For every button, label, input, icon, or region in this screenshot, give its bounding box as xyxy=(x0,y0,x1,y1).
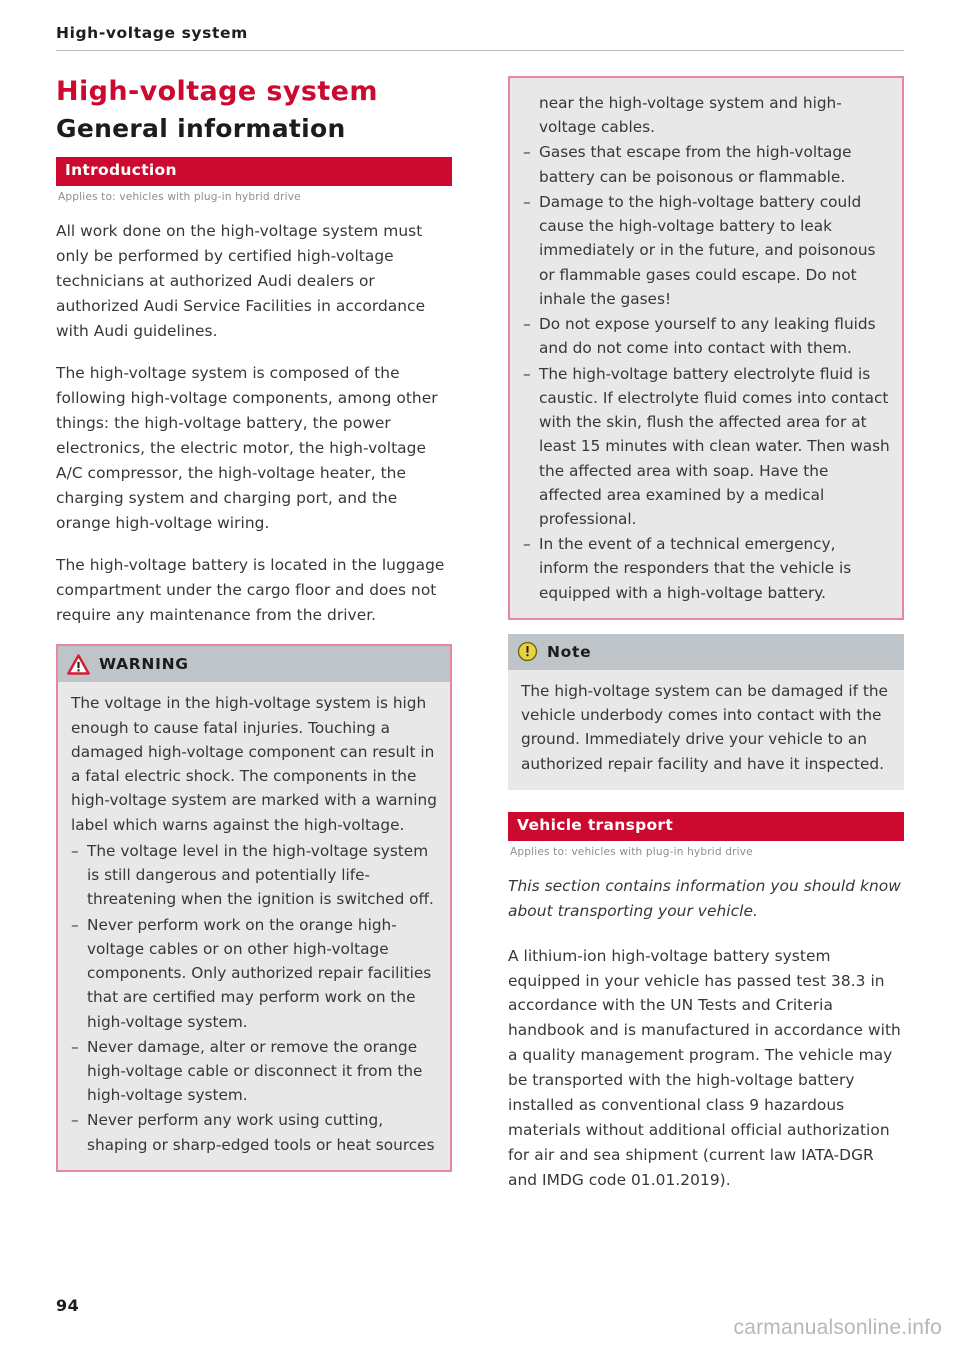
warning-continuation-list xyxy=(523,91,890,605)
section-intro-italic: This section contains information you should know about transporting your vehicle. xyxy=(508,876,901,920)
warning-intro-text: The voltage in the high-voltage system is high enough to cause fatal injuries. Touching a damaged high-voltage component can result in a fatal electric shock. The components in the high-voltage system are marked with a warning label which warns against the high-voltage. xyxy=(71,694,437,834)
paragraph: All work done on the high-voltage system must only be performed by certified high-voltage technicians at authorized Audi dealers or authorized Audi Service Facilities in accordance with Audi guidelines. xyxy=(56,222,426,340)
warning-box-label: WARNING xyxy=(99,655,189,674)
note-box-body xyxy=(508,670,904,790)
note-box xyxy=(508,634,904,790)
warning-continuation-item: – Gases that escape from the high-voltage battery can be poisonous or flammable. xyxy=(523,140,890,188)
applies-to-introduction: Applies to: vehicles with plug-in hybrid drive xyxy=(58,191,301,204)
warning-continuation-item: – Damage to the high-voltage battery could cause the high-voltage battery to leak immediately or in the future, and poisonous or flammable gases could escape. Do not inhale the gases! xyxy=(523,190,890,311)
paragraph: The high-voltage battery is located in the luggage compartment under the cargo floor and does not require any maintenance from the driver. xyxy=(56,555,445,624)
left-column xyxy=(56,66,452,1172)
warning-box-continuation xyxy=(508,76,904,620)
warning-box xyxy=(56,644,452,1171)
note-box-header xyxy=(508,634,904,670)
right-column xyxy=(508,66,904,1193)
section-title: General information xyxy=(56,113,346,143)
subhead-vehicle-transport: Vehicle transport xyxy=(508,812,904,841)
warning-triangle-icon xyxy=(67,654,90,675)
paragraph: A lithium-ion high-voltage battery system equipped in your vehicle has passed test 38.3 in accordance with the UN Tests and Criteria handbook and is manufactured in accordance with a quality management program. The vehicle may be transported with the high-voltage battery installed as conventional class 9 hazardous materials without additional official authorization for air and sea shipment (current law IATA-DGR and IMDG code 01.01.2019). xyxy=(508,946,901,1190)
warning-bullet-list xyxy=(71,839,438,1157)
watermark: carmanualsonline.info xyxy=(733,1316,942,1339)
note-box-label: Note xyxy=(547,642,592,661)
warning-bullet-item: – Never damage, alter or remove the orange high-voltage cable or disconnect it from the high-voltage system. xyxy=(71,1035,438,1108)
warning-bullet-item: – Never perform any work using cutting, shaping or sharp-edged tools or heat sources xyxy=(71,1108,438,1156)
warning-continuation-item: – In the event of a technical emergency, inform the responders that the vehicle is equipped with a high-voltage battery. xyxy=(523,532,890,605)
running-header-title: High-voltage system xyxy=(56,24,248,42)
warning-bullet-item: – The voltage level in the high-voltage system is still dangerous and potentially life-threatening when the ignition is switched off. xyxy=(71,839,438,912)
warning-continuation-item: – Do not expose yourself to any leaking fluids and do not come into contact with them. xyxy=(523,312,890,360)
note-text: The high-voltage system can be damaged if the vehicle underbody comes into contact with the ground. Immediately drive your vehicle to an authorized repair facility and have it inspected. xyxy=(521,681,888,773)
warning-box-header xyxy=(58,646,450,682)
warning-continuation-body xyxy=(510,78,902,618)
running-header xyxy=(56,24,904,51)
applies-to-vehicle-transport: Applies to: vehicles with plug-in hybrid drive xyxy=(510,845,753,858)
chapter-title: High-voltage system xyxy=(56,76,378,107)
warning-continuation-item: – The high-voltage battery electrolyte fluid is caustic. If electrolyte fluid comes into contact with the skin, flush the affected area for at least 15 minutes with clean water. Then wash the affected area with soap. Have the affected area examined by a medical professional. xyxy=(523,362,890,532)
note-exclamation-icon xyxy=(517,641,538,662)
subhead-introduction: Introduction xyxy=(56,157,452,186)
warning-continuation-leadin: near the high-voltage system and high-voltage cables. xyxy=(539,94,842,137)
warning-bullet-item: – Never perform work on the orange high-voltage cables or on other high-voltage components. Only authorized repair facilities that are certified may perform work on the high-voltage system. xyxy=(71,913,438,1034)
page-number: 94 xyxy=(56,1296,80,1315)
warning-box-body xyxy=(58,682,450,1169)
header-divider xyxy=(56,50,904,51)
paragraph: The high-voltage system is composed of the following high-voltage components, among other things: the high-voltage battery, the power electronics, the electric motor, the high-voltage A/C compressor, the high-voltage heater, the charging system and charging port, and the orange high-voltage wiring. xyxy=(56,363,438,532)
